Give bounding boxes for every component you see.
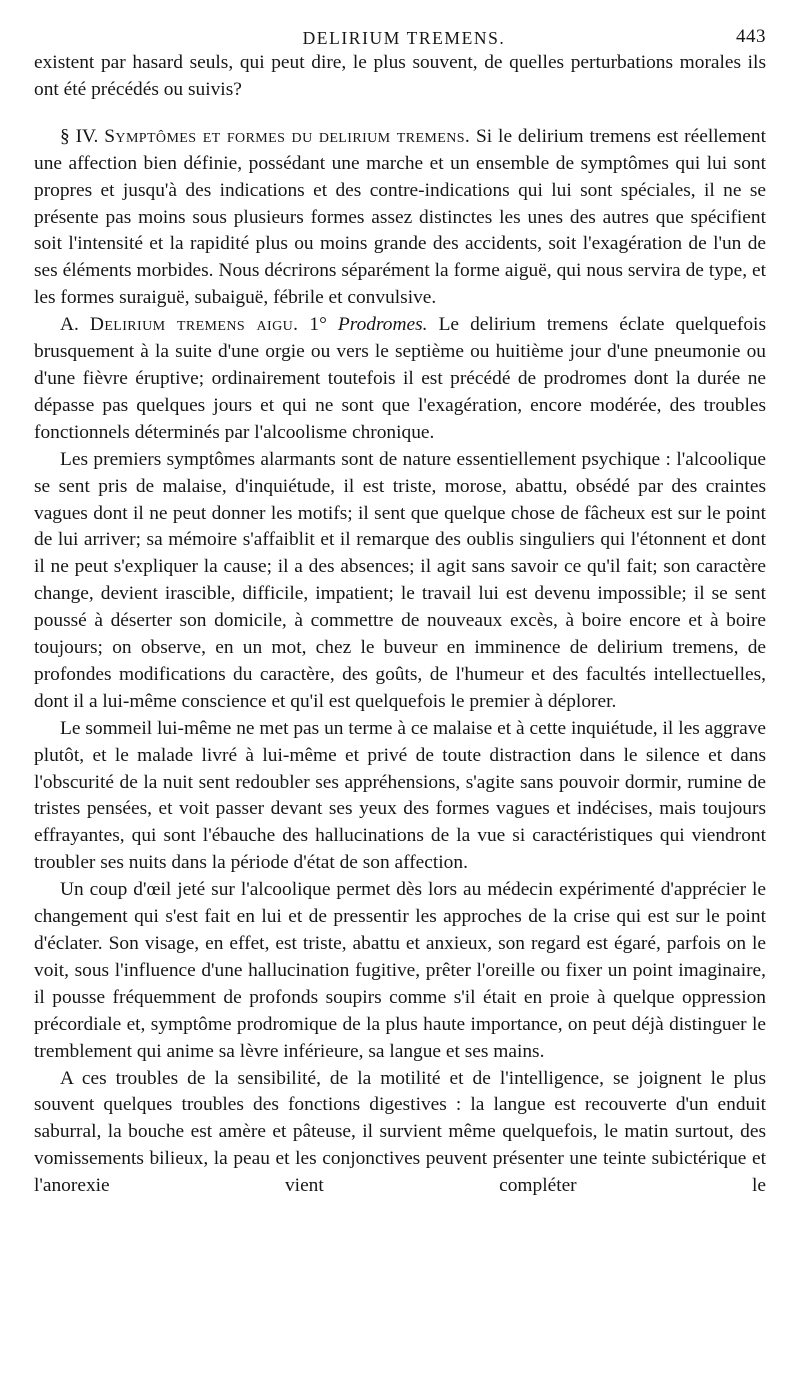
paragraph-text: A ces troubles de la sensibilité, de la motilité et de l'intelligence, se joignent le plus souvent quelques troubles des fonctions digestives : la langue est recouverte d'un enduit saburral, la bouche est amère et pâteuse, il survient même quelquefois, le matin surtout, des vomissements bilieux, la peau et les conjonctives peuvent présenter une teinte subictérique et l'anorexie vient compléter le xyxy=(34,1067,766,1197)
body-text xyxy=(34,50,766,1200)
subsection-heading: Delirium tremens aigu. xyxy=(89,314,299,336)
book-page xyxy=(34,20,766,1370)
section-heading: Symptômes et formes du delirium tremens. xyxy=(104,125,471,147)
paragraph-text: Le delirium tremens éclate quelquefois brusquement à la suite d'une orgie ou vers le septième ou huitième jour d'une pneumonie ou d'une fièvre éruptive; ordinairement toutefois il est précédé de prodromes dont la durée ne dépasse pas quelques jours et qui ne sont que l'exagération, encore modérée, des troubles fonctionnels déterminés par l'alcoolisme chronique. xyxy=(34,314,766,443)
paragraph-subsection-a xyxy=(34,312,766,447)
subheading-title: Prodromes. xyxy=(337,314,428,336)
subheading-number: 1° xyxy=(309,314,327,336)
paragraph-text: Un coup d'œil jeté sur l'alcoolique permet dès lors au médecin expérimenté d'apprécier le changement qui s'est fait en lui et de pressentir les approches de la crise qui est sur le point d'éclater. Son visage, en effet, est triste, abattu et anxieux, son regard est égaré, parfois on le voit, sous l'influence d'une hallucination fugitive, prêter l'oreille ou fixer un point imaginaire, il pousse fréquemment de profonds soupirs comme s'il était en proie à quelque oppression précordiale et, symptôme prodromique de la plus haute importance, on peut déjà distinguer le tremblement qui anime sa lèvre inférieure, sa langue et ses mains. xyxy=(34,879,766,1062)
section-number: § IV. xyxy=(60,125,99,147)
running-head xyxy=(34,20,766,50)
paragraph-text: existent par hasard seuls, qui peut dire, le plus souvent, de quelles perturbations morales ils ont été précédés ou suivis? xyxy=(34,52,766,100)
paragraph xyxy=(34,877,766,1065)
paragraph-truncated xyxy=(34,1066,766,1201)
page-number: 443 xyxy=(736,26,766,47)
paragraph xyxy=(34,716,766,877)
paragraph xyxy=(34,447,766,716)
paragraph-text: Si le delirium tremens est réellement une affection bien définie, possédant une marche et un ensemble de symptômes qui lui sont propres et jusqu'à des indications et des contre-indications qui lui sont spéciales, il ne se présente pas moins sous plusieurs formes assez distinctes les unes des autres que spécifient soit l'intensité et la rapidité plus ou moins grande des accidents, soit l'exagération de l'un de ses éléments morbides. Nous décrirons séparément la forme aiguë, qui nous servira de type, et les formes suraiguë, subaiguë, fébrile et convulsive. xyxy=(34,125,766,309)
subsection-letter: A. xyxy=(60,314,79,336)
paragraph-section-iv xyxy=(34,124,766,312)
paragraph-text: Les premiers symptômes alarmants sont de nature essentiellement psychique : l'alcoolique se sent pris de malaise, d'inquiétude, il est triste, morose, abattu, obsédé par des craintes vagues dont il ne peut donner les motifs; il sent que quelque chose de fâcheux est sur le point de lui arriver; sa mémoire s'affaiblit et il remarque des oublis singuliers qui l'étonnent et dont il ne peut s'expliquer la cause; il a des absences; il agit sans savoir ce qu'il fait; son caractère change, devient irascible, difficile, impatient; le travail lui est devenu impossible; il se sent poussé à déserter son domicile, à commettre de nouveaux excès, à boire encore et à boire toujours; on observe, en un mot, chez le buveur en imminence de delirium tremens, de profondes modifications du caractère, des goûts, de l'humeur et des facultés intellectuelles, dont il a lui-même conscience et qu'il est quelquefois le premier à déplorer. xyxy=(34,448,766,712)
running-title: DELIRIUM TREMENS. xyxy=(302,28,506,48)
paragraph-text: Le sommeil lui-même ne met pas un terme à ce malaise et à cette inquiétude, il les aggrave plutôt, et le malade livré à lui-même et privé de toute distraction dans le silence et dans l'obscurité de la nuit sent redoubler ses appréhensions, s'agite sans pouvoir dormir, rumine de tristes pensées, et voit passer devant ses yeux des formes vagues et indécises, mais toujours effrayantes, qui sont l'ébauche des hallucinations de la vue si caractéristiques qui viendront troubler ses nuits dans la période d'état de son affection. xyxy=(34,717,766,874)
paragraph-continuation xyxy=(34,50,766,104)
